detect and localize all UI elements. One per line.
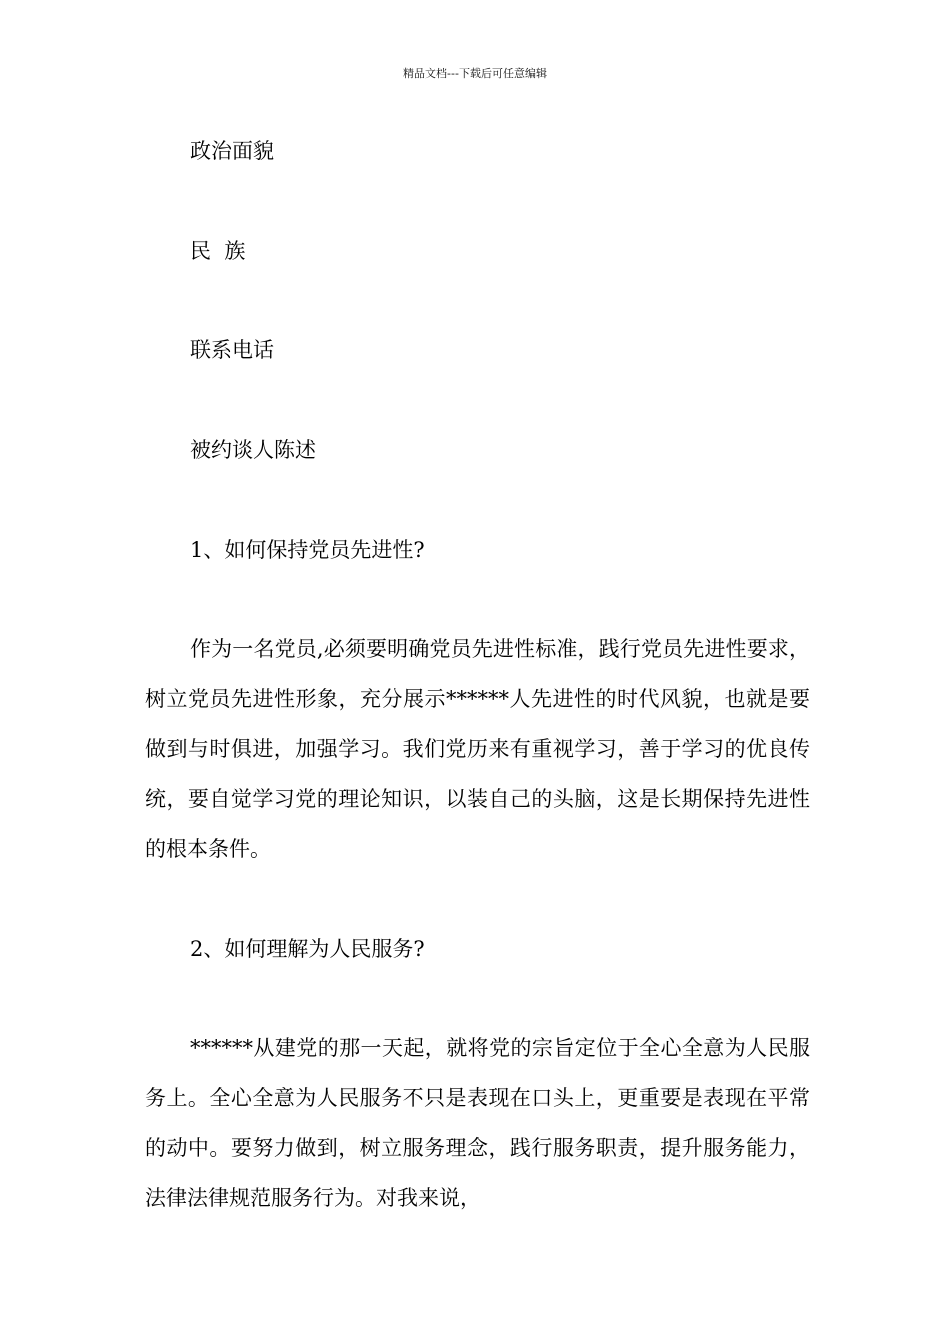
- page-header: 精品文档---下载后可任意编辑: [403, 67, 547, 80]
- question-1-title: 1、如何保持党员先进性?: [190, 538, 425, 562]
- question-1-answer: 作为一名党员,必须要明确党员先进性标准，践行党员先进性要求，树立党员先进性形象，充分展示******人先进性的时代风貌，也就是要做到与时俱进，加强学习。我们党历来有重视学习，善于学习的优良传统，要自觉学习党的理论知识，以装自己的头脑，这是长期保持先进性的根本条件。: [145, 637, 810, 861]
- question-2-answer: ******从建党的那一天起，就将党的宗旨定位于全心全意为人民服务上。全心全意为人民服务不只是表现在口头上，更重要是表现在平常的动中。要努力做到，树立服务理念，践行服务职责，提升服务能力，法律法律规范服务行为。对我来说，: [145, 1036, 810, 1210]
- field-ethnicity: 民 族: [190, 239, 246, 263]
- field-political-status: 政治面貌: [190, 139, 274, 163]
- question-2-title: 2、如何理解为人民服务?: [190, 937, 425, 961]
- field-phone: 联系电话: [190, 338, 274, 362]
- field-interviewee-statement: 被约谈人陈述: [190, 438, 316, 462]
